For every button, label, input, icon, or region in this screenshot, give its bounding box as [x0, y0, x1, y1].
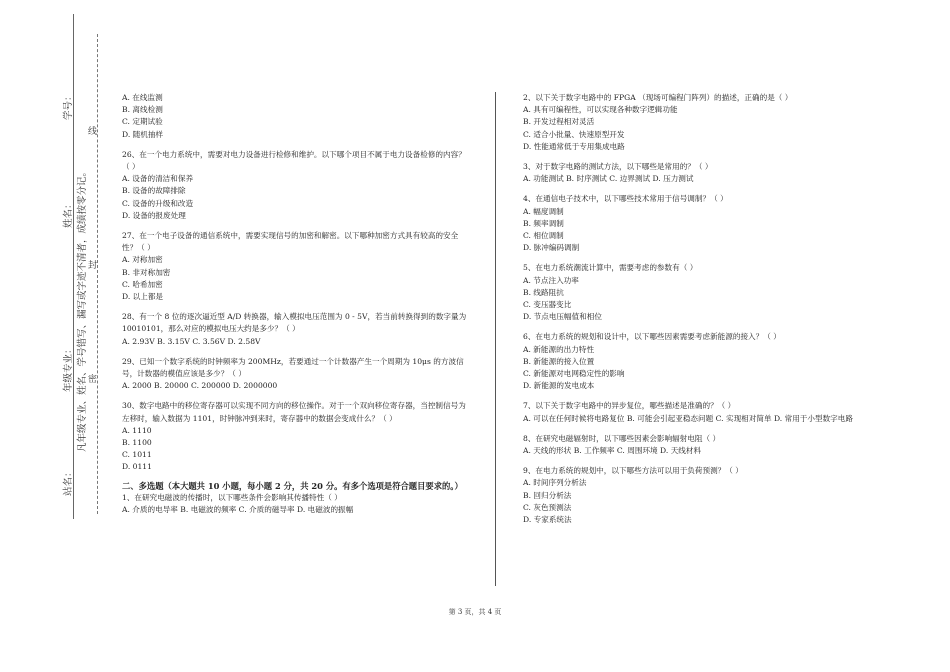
question-text: 5、在电力系统潮流计算中，需要考虑的参数有（ ） — [523, 263, 698, 273]
option: C. 哈希加密 — [122, 279, 163, 289]
option: B. 频率调制 — [523, 218, 564, 228]
option: D. 脉冲编码调制 — [523, 243, 580, 253]
binding-margin — [0, 0, 110, 672]
question-text: 6、在电力系统的规划和设计中，以下哪些因素需要考虑新能源的接入？（ ） — [523, 332, 781, 342]
option: A. 天线的形状 B. 工作频率 C. 周围环境 D. 天线材料 — [523, 446, 702, 456]
option: D. 随机抽样 — [122, 129, 164, 139]
question-7 — [523, 400, 868, 424]
question-text: 7、以下关于数字电路中的异步复位，哪些描述是准确的？（ ） — [523, 401, 736, 411]
question-9 — [523, 465, 868, 526]
question-text: 9、在电力系统的规划中，以下哪些方法可以用于负荷预测？（ ） — [523, 466, 743, 476]
option: A. 功能测试 B. 时序测试 C. 边界测试 D. 压力测试 — [523, 174, 694, 184]
question-text: 4、在通信电子技术中，以下哪些技术常用于信号调制？（ ） — [523, 194, 728, 204]
option: D. 设备的报废处理 — [122, 210, 186, 220]
question-text: 28、有一个 8 位的逐次逼近型 A/D 转换器，输入模拟电压范围为 0 - 5V，若当前转换得到的数字量为 10010101，那么对应的模拟电压大约是多少？（ ） — [122, 312, 467, 334]
question-text: 26、在一个电力系统中，需要对电力设备进行检修和维护。以下哪个项目不属于电力设备检修的内容？（ ） — [122, 149, 466, 172]
question-8 — [523, 433, 868, 457]
question-text: 2、以下关于数字电路中的 FPGA （现场可编程门阵列）的描述，正确的是（ ） — [523, 93, 793, 102]
question-text: 1、在研究电磁波的传播时，以下哪些条件会影响其传播特性（ ） — [122, 493, 342, 503]
option: C. 1011 — [122, 450, 152, 460]
question-26 — [122, 149, 467, 222]
school-label: 站名： — [63, 467, 74, 496]
option: C. 变压器变比 — [523, 300, 572, 310]
option: A. 设备的清洁和保养 — [122, 174, 194, 184]
option: B. 设备的故障排除 — [122, 186, 186, 196]
question-28 — [122, 311, 467, 348]
option: A. 节点注入功率 — [523, 275, 579, 285]
right-column — [523, 92, 868, 526]
option: D. 0111 — [122, 462, 152, 472]
option: D. 新能源的发电成本 — [523, 381, 595, 391]
option: B. 非对称加密 — [122, 267, 171, 277]
question-text: 30、数字电路中的移位寄存器可以实现不同方向的移位操作。对于一个双向移位寄存器，当控制信号为左移时，输入数据为 1101，时钟脉冲到来时，寄存器中的数据会变成什么？（ ） — [122, 401, 466, 423]
option: A. 具有可编程性，可以实现各种数字逻辑功能 — [523, 105, 678, 115]
option: B. 线路阻抗 — [523, 287, 564, 297]
binding-warning: 凡年级专业、姓名、学号错写、漏写或字迹不清者，成绩按零分记。 — [77, 166, 88, 452]
major-label: 年级专业： — [63, 344, 74, 392]
page-footer: 第 3 页，共 4 页 — [448, 608, 502, 616]
option: A. 2000 B. 20000 C. 200000 D. 2000000 — [122, 381, 278, 391]
option: D. 专家系统法 — [523, 515, 572, 525]
option: B. 开发过程相对灵活 — [523, 117, 595, 127]
option: A. 新能源的出力特性 — [523, 344, 595, 354]
left-column — [122, 92, 467, 517]
column-divider — [495, 92, 496, 586]
question-3 — [523, 161, 868, 185]
question-4 — [523, 193, 868, 254]
section-title: 二、多选题（本大题共 10 小题，每小题 2 分，共 20 分。有多个选项是符合题目要求的。） — [122, 480, 463, 491]
option: A. 对称加密 — [122, 255, 163, 265]
seal-line-mark: 封 — [88, 261, 98, 271]
seal-mark: 密 — [88, 375, 98, 385]
option: D. 性能通常低于专用集成电路 — [523, 141, 625, 151]
option: B. 离线检测 — [122, 105, 163, 115]
question-2 — [523, 92, 868, 153]
question-text: 29、已知一个数字系统的时钟频率为 200MHz，若要通过一个计数器产生一个周期为 10μs 的方波信号，计数器的模值应该是多少？（ ） — [122, 356, 464, 379]
option: B. 新能源的接入位置 — [523, 356, 595, 366]
option: A. 在线监测 — [122, 93, 163, 102]
option: A. 幅度调制 — [523, 206, 564, 216]
question-29 — [122, 356, 467, 393]
student-no-label: 学号： — [63, 91, 74, 120]
option: B. 回归分析法 — [523, 490, 572, 500]
option: C. 相位调制 — [523, 231, 564, 241]
question-text: 3、对于数字电路的测试方法，以下哪些是常用的？（ ） — [523, 162, 713, 172]
option: C. 定期试验 — [122, 117, 163, 127]
option: C. 新能源对电网稳定性的影响 — [523, 369, 625, 379]
option: A. 2.93V B. 3.15V C. 3.56V D. 2.58V — [122, 336, 261, 346]
binding-dashed-line — [97, 34, 98, 514]
option: D. 节点电压幅值和相位 — [523, 312, 602, 322]
question-1 — [122, 492, 467, 516]
option: C. 适合小批量、快速原型开发 — [523, 129, 625, 139]
option: A. 介质的电导率 B. 电磁波的频率 C. 介质的磁导率 D. 电磁波的振幅 — [122, 505, 354, 515]
option: A. 时间序列分析法 — [523, 478, 587, 488]
option: A. 可以在任何时候将电路复位 B. 可能会引起亚稳态问题 C. 实现相对简单 D. 常用于小型数字电路 — [523, 413, 853, 423]
question-30 — [122, 400, 467, 473]
option: D. 以上都是 — [122, 292, 164, 302]
question-5 — [523, 262, 868, 323]
question-text: 8、在研究电磁辐射时，以下哪些因素会影响辐射电阻（ ） — [523, 433, 721, 443]
question-27 — [122, 230, 467, 303]
line-mark: 线 — [88, 127, 98, 137]
option: B. 1100 — [122, 438, 152, 448]
option: C. 设备的升级和改造 — [122, 198, 194, 208]
name-label: 姓名： — [63, 199, 74, 228]
option: A. 1110 — [122, 425, 152, 435]
option: C. 灰色预测法 — [523, 502, 572, 512]
question-text: 27、在一个电子设备的通信系统中，需要实现信号的加密和解密。以下哪种加密方式具有较高的安全性？（ ） — [122, 231, 459, 253]
question-25-options — [122, 92, 467, 141]
question-6 — [523, 331, 868, 392]
